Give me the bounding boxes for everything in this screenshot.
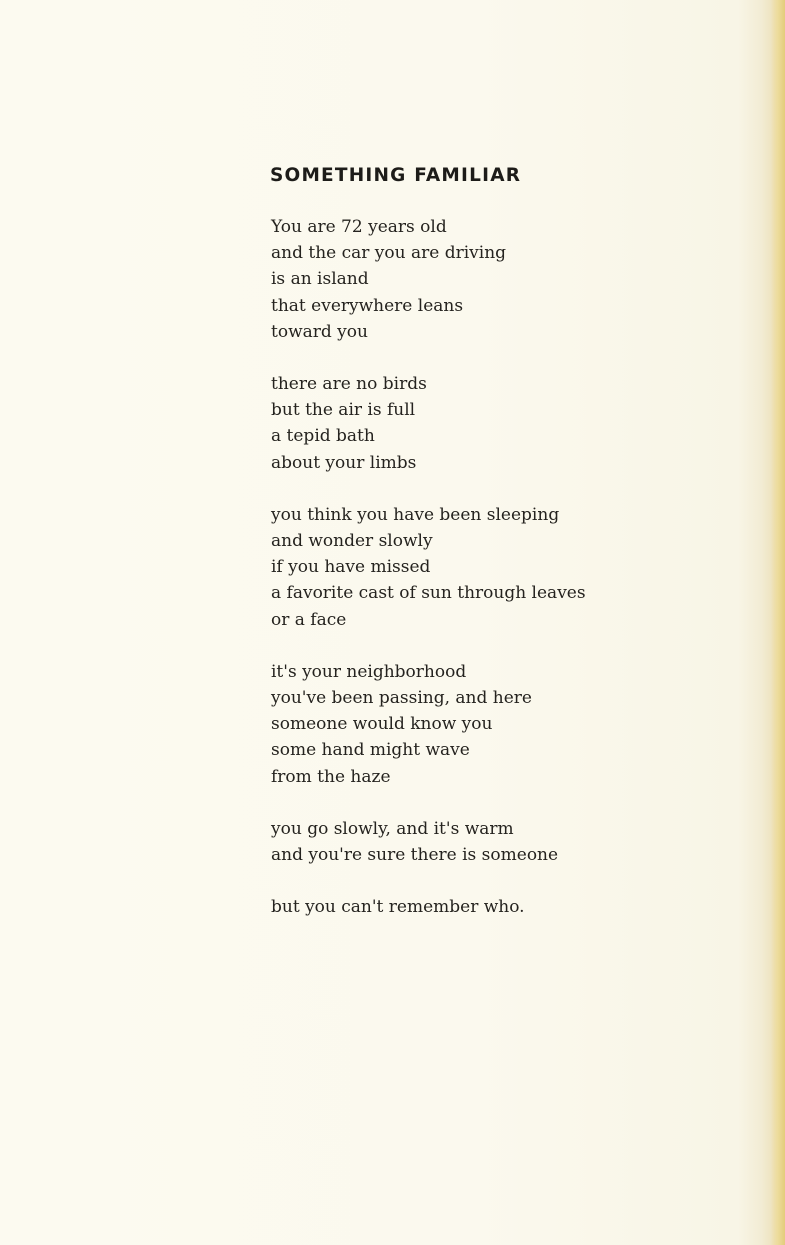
poem-line: that everywhere leans [271,295,464,316]
poem-line: You are 72 years old [271,217,447,237]
poem-line: is an island [271,269,369,290]
poem-line: a tepid bath [271,426,375,447]
poem-line: and wonder slowly [271,531,433,552]
stanza-5 [271,816,651,868]
stanza-1 [271,214,651,345]
stanza-3 [271,502,651,633]
poem-line: or a face [271,609,347,630]
poem-line: and the car you are driving [271,243,507,264]
poem-line: someone would know you [271,714,493,735]
stanza-6 [271,894,651,920]
poem-line: you go slowly, and it's warm [271,818,514,839]
poem-line: but you can't remember who. [271,897,525,918]
poem-line: you think you have been sleeping [271,504,560,525]
poem-line: from the haze [271,766,391,787]
poem-line: toward you [271,321,368,342]
poem-line: and you're sure there is someone [271,845,559,866]
poem-body [271,214,651,946]
poem-line: it's your neighborhood [271,661,467,682]
poem-line: about your limbs [271,452,417,473]
poem-title: SOMETHING FAMILIAR [270,165,522,186]
poem-line: some hand might wave [271,740,470,761]
poem-line: if you have missed [271,557,431,578]
poem-line: you've been passing, and here [271,688,532,709]
stanza-2 [271,371,651,476]
poem-line: a favorite cast of sun through leaves [271,583,586,604]
poem-line: but the air is full [271,400,416,421]
page-edge [771,0,785,1245]
stanza-4 [271,659,651,790]
poem-line: there are no birds [271,374,427,395]
